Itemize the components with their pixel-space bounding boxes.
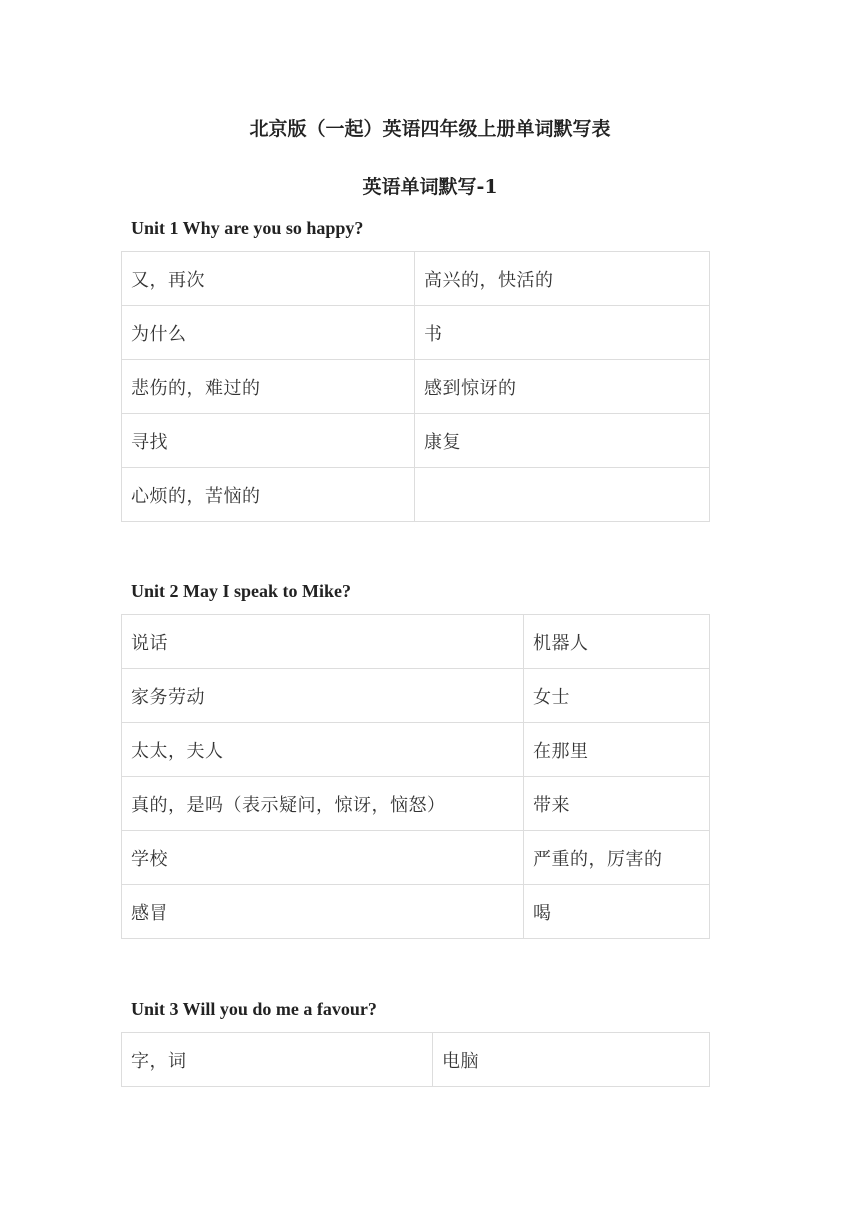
vocab-cell: 学校 bbox=[122, 831, 524, 885]
vocab-cell: 喝 bbox=[524, 885, 710, 939]
vocab-cell: 家务劳动 bbox=[122, 669, 524, 723]
vocab-cell: 字，词 bbox=[122, 1033, 433, 1087]
vocab-cell: 严重的，厉害的 bbox=[524, 831, 710, 885]
vocab-cell: 心烦的，苦恼的 bbox=[122, 468, 415, 522]
vocab-cell: 机器人 bbox=[524, 615, 710, 669]
unit-2-vocab-table bbox=[121, 614, 710, 939]
table-row bbox=[122, 468, 710, 522]
table-row bbox=[122, 777, 710, 831]
table-row bbox=[122, 885, 710, 939]
document-title: 北京版（一起）英语四年级上册单词默写表 bbox=[249, 118, 611, 140]
vocab-cell: 书 bbox=[415, 306, 710, 360]
vocab-cell: 为什么 bbox=[122, 306, 415, 360]
vocab-cell: 高兴的，快活的 bbox=[415, 252, 710, 306]
vocab-cell: 在那里 bbox=[524, 723, 710, 777]
table-row bbox=[122, 414, 710, 468]
unit-1-heading: Unit 1 Why are you so happy? bbox=[131, 218, 364, 238]
vocab-cell: 又，再次 bbox=[122, 252, 415, 306]
vocab-cell: 电脑 bbox=[433, 1033, 710, 1087]
table-row bbox=[122, 360, 710, 414]
table-row bbox=[122, 669, 710, 723]
table-row bbox=[122, 306, 710, 360]
vocab-cell: 太太，夫人 bbox=[122, 723, 524, 777]
unit-3-vocab-table bbox=[121, 1032, 710, 1087]
vocab-cell: 带来 bbox=[524, 777, 710, 831]
table-row bbox=[122, 252, 710, 306]
vocab-cell bbox=[415, 468, 710, 522]
vocab-cell: 真的，是吗（表示疑问，惊讶，恼怒） bbox=[122, 777, 524, 831]
vocab-cell: 寻找 bbox=[122, 414, 415, 468]
table-row bbox=[122, 831, 710, 885]
document-subtitle: 英语单词默写-1 bbox=[362, 176, 498, 198]
table-row bbox=[122, 723, 710, 777]
vocab-cell: 说话 bbox=[122, 615, 524, 669]
vocab-cell: 悲伤的，难过的 bbox=[122, 360, 415, 414]
vocab-cell: 感到惊讶的 bbox=[415, 360, 710, 414]
unit-2-heading: Unit 2 May I speak to Mike? bbox=[131, 581, 351, 601]
vocab-cell: 感冒 bbox=[122, 885, 524, 939]
vocab-cell: 女士 bbox=[524, 669, 710, 723]
table-row bbox=[122, 1033, 710, 1087]
vocab-cell: 康复 bbox=[415, 414, 710, 468]
unit-1-vocab-table bbox=[121, 251, 710, 522]
unit-3-heading: Unit 3 Will you do me a favour? bbox=[131, 999, 377, 1019]
table-row bbox=[122, 615, 710, 669]
